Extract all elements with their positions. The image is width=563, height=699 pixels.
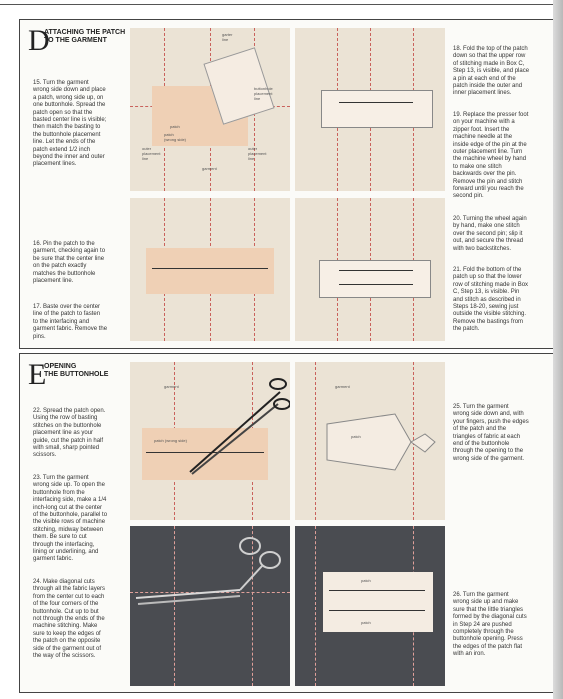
label-garment-e2: garment: [335, 384, 350, 389]
label-garment-e1: garment: [164, 384, 179, 389]
step-26: 26. Turn the garment wrong side up and make sure that the little triangles formed by the diagonal cuts in Step 24 are pushed completely through the buttonhole opening. Press the edges of the patch flat with an iron.: [453, 592, 527, 658]
step-20: 20. Turning the wheel again by hand, make one stitch over the second pin; slip it out, and secure the thread with two backstitches.: [453, 216, 527, 252]
page-edge: [553, 0, 563, 699]
photo-step-24: [130, 526, 290, 686]
section-d-heading: ATTACHING THE PATCH TO THE GARMENT: [44, 29, 126, 44]
section-e-heading: OPENING THE BUTTONHOLE: [44, 363, 109, 378]
label-patch-wrong-side: patch (wrong side): [164, 132, 187, 142]
folded-patch: [321, 90, 433, 128]
scissors-icon: [130, 362, 290, 520]
stitch-row: [339, 102, 413, 103]
step-24: 24. Make diagonal cuts through all the fabric layers from the center cut to each of the four corners of the buttonhole. Cut up to but not through the ends of the machine stitching. Make sure to keep the edges of the patch on the opposite side of the garment out of the way of the scissors.: [33, 579, 106, 660]
step-25: 25. Turn the garment wrong side down and, with your fingers, push the edges of the patch and the triangles of fabric at each end of the buttonhole through the opening to the wrong side of the garment.: [453, 404, 529, 462]
label-buttonhole-line: buttonhole placement line: [254, 86, 273, 101]
step-17: 17. Baste over the center line of the patch to fasten to the interfacing and garment fabric. Remove the pins.: [33, 304, 108, 340]
photo-step-25: [295, 362, 445, 520]
step-15: 15. Turn the garment wrong side down and place a patch, wrong side up, on one buttonhole. Spread the patch open so that the basted center line is visible; then match the basting to the buttonhole placement line. Let the ends of the patch extend 1/2 inch beyond the inner and outer placement lines.: [33, 80, 107, 168]
label-patch-e2: patch: [351, 434, 361, 439]
step-21: 21. Fold the bottom of the patch up so that the lower row of stitching made in Box C, Step 13, is visible. Pin and stitch as described in Steps 18-20, sewing just outside the visible stitching. Remove the bastings from the patch.: [453, 267, 529, 333]
step-19: 19. Replace the presser foot on your machine with a zipper foot. Insert the machine needle at the inside edge of the pin at the outer placement line. Turn the machine wheel by hand to make one stitch backwards over the pin. Remove the pin and stitch forward until you reach the second pin.: [453, 112, 529, 200]
step-16: 16. Pin the patch to the garment, checking again to be sure that the center line on the patch exactly matches the buttonhole placement line.: [33, 241, 106, 285]
stitch-top: [329, 590, 425, 591]
photo-step-22: [130, 362, 290, 520]
step-18: 18. Fold the top of the patch down so that the upper row of stitching made in Box C, Step 13, is visible, and place a pin at each end of the patch inside the outer and inner placement lines.: [453, 46, 530, 97]
section-e-letter: E: [28, 358, 47, 391]
section-d-frame: [19, 19, 554, 349]
label-outer-line-right: outer placement line: [248, 146, 267, 161]
label-patch-wrong-side-e1: patch (wrong side): [154, 438, 187, 443]
section-e-frame: [19, 353, 554, 693]
label-outer-line-left: outer placement line: [142, 146, 161, 161]
photo-step-18: [295, 28, 445, 191]
photo-step-26: [295, 526, 445, 686]
step-23: 23. Turn the garment wrong side up. To open the buttonhole from the interfacing side, make a 1/4 inch-long cut at the center of the buttonhole, parallel to the visible rows of machine stitching, midway between them. Be sure to cut through the interfacing, lining or underlining, and garment fabric.: [33, 475, 108, 563]
label-garment: garment: [202, 166, 217, 171]
scissors-icon-2: [130, 526, 290, 686]
pressed-patch: [323, 572, 433, 632]
top-rule: [0, 4, 563, 5]
pin-row: [152, 268, 268, 269]
label-garter-line: garter line: [222, 32, 233, 42]
opened-buttonhole: [295, 362, 445, 520]
pinned-patch: [146, 248, 274, 294]
label-patch-e4-bottom: patch: [361, 620, 371, 625]
section-d-letter: D: [28, 24, 50, 57]
photo-step-15: [130, 28, 290, 191]
line-n: [315, 526, 316, 686]
stitched-patch: [319, 260, 431, 298]
photo-step-20: [295, 198, 445, 341]
photo-step-16: [130, 198, 290, 341]
stitch-upper: [339, 270, 413, 271]
stitch-bottom: [329, 610, 425, 611]
step-22: 22. Spread the patch open. Using the row of basting stitches on the buttonhole placement line as your guide, cut the patch in half with small, sharp pointed scissors.: [33, 408, 106, 459]
label-patch: patch: [170, 124, 180, 129]
label-patch-e4-top: patch: [361, 578, 371, 583]
stitch-lower: [339, 284, 413, 285]
